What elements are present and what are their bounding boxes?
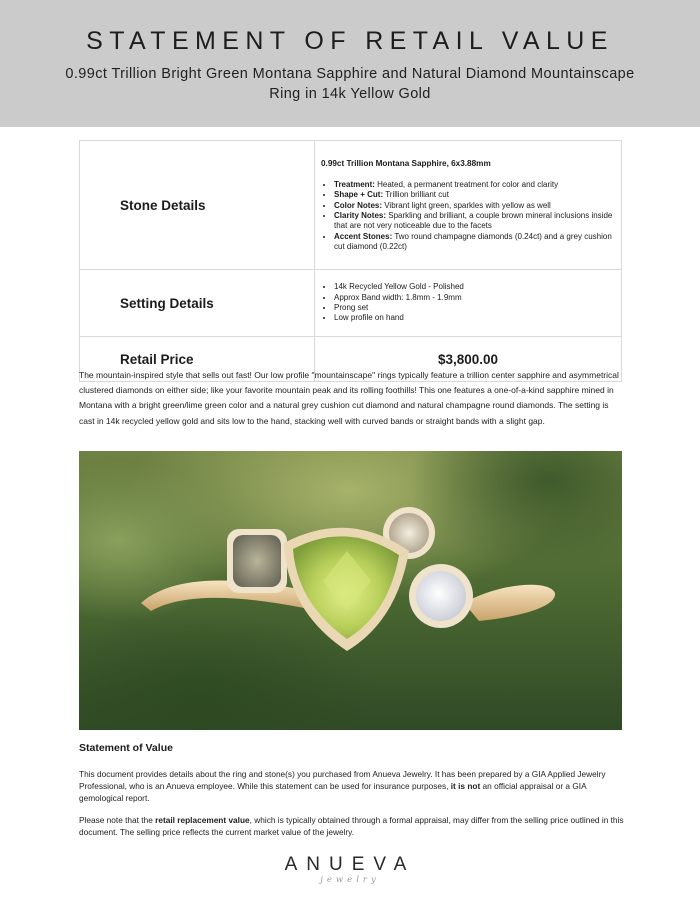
trillion-sapphire bbox=[284, 528, 409, 651]
list-item: • 14k Recycled Yellow Gold - Polished bbox=[334, 282, 615, 292]
stone-details-list bbox=[321, 180, 615, 253]
list-item-value: Vibrant light green, sparkles with yellow as well bbox=[382, 200, 551, 210]
stone-details-row bbox=[80, 141, 622, 270]
details-table bbox=[79, 140, 622, 382]
list-item-value: Sparkling and brilliant, a couple brown mineral inclusions inside that are not very noticeable due to the facets bbox=[334, 211, 613, 231]
list-item-value: Two round champagne diamonds (0.24ct) and a grey cushion cut diamond (0.22ct) bbox=[334, 231, 612, 252]
logo-brand: ANUEVA bbox=[284, 854, 416, 875]
ring-band-right bbox=[464, 585, 555, 621]
round-diamond-right bbox=[409, 564, 473, 628]
retail-price-label: Retail Price bbox=[80, 337, 315, 382]
statement-of-value-heading: Statement of Value bbox=[79, 742, 173, 754]
logo-script: jewelry bbox=[320, 875, 380, 885]
list-item-key: Shape + Cut: bbox=[334, 190, 384, 200]
setting-details-label: Setting Details bbox=[80, 270, 315, 337]
statement-emphasis: retail replacement value bbox=[155, 815, 250, 825]
list-item bbox=[334, 232, 615, 253]
stone-details-label: Stone Details bbox=[80, 141, 315, 270]
list-item-value: Heated, a permanent treatment for color and clarity bbox=[374, 179, 559, 189]
statement-paragraph-1 bbox=[79, 768, 624, 805]
stone-details-info bbox=[315, 141, 622, 270]
list-item bbox=[334, 201, 615, 211]
statement-paragraph-2 bbox=[79, 814, 624, 838]
ring-photo bbox=[79, 451, 622, 730]
product-subtitle: 0.99ct Trillion Bright Green Montana Sapphire and Natural Diamond Mountainscape Ring in 14k Yellow Gold bbox=[65, 66, 635, 102]
grey-cushion-diamond bbox=[227, 529, 287, 593]
header-banner bbox=[0, 0, 700, 127]
setting-details-row bbox=[80, 270, 622, 337]
statement-emphasis: it is not bbox=[450, 781, 481, 792]
list-item bbox=[334, 180, 615, 190]
list-item bbox=[334, 190, 615, 200]
statement-text: Please note that the bbox=[79, 815, 156, 825]
list-item-key: Accent Stones: bbox=[334, 231, 393, 241]
list-item-key: Treatment: bbox=[334, 179, 375, 189]
ring-illustration bbox=[79, 451, 622, 730]
setting-details-info bbox=[315, 270, 622, 337]
statement-text: This document provides details about the ring and stone(s) you purchased from Anueva Jewelry. It has been prepared by a GIA Applied Jewelry Professional, who is an Anueva employee. While this statement can be used for insurance purposes, bbox=[79, 769, 606, 792]
list-item: • Prong set bbox=[334, 303, 615, 313]
product-description: The mountain-inspired style that sells out fast! Our low profile "mountainscape" rings typically feature a trillion center sapphire and asymmetrical clustered diamonds on either side; like your favorite mountain peak and its rolling foothills! This one features a one-of-a-kind sapphire mined in Montana with a bright green/lime green color and a natural grey cushion cut diamond and natural champagne round diamonds. The setting is cast in 14k recycled yellow gold and sits low to the hand, stacking well with curved bands or straight bands with a slight gap. bbox=[79, 370, 619, 426]
statement-text: , which is typically obtained through a formal appraisal, may differ from the selling price outlined in this document. The selling price reflects the current market value of the jewelry. bbox=[79, 815, 624, 838]
statement-text: an official appraisal or a GIA gemological report. bbox=[79, 781, 587, 804]
retail-price-value: $3,800.00 bbox=[315, 337, 622, 382]
stone-title: 0.99ct Trillion Montana Sapphire, 6x3.88mm bbox=[321, 159, 491, 169]
page-title: STATEMENT OF RETAIL VALUE bbox=[86, 27, 614, 55]
list-item-value: Trillion brilliant cut bbox=[383, 190, 449, 200]
list-item bbox=[334, 211, 615, 232]
list-item-key: Clarity Notes: bbox=[334, 211, 387, 220]
list-item: • Low profile on hand bbox=[334, 313, 615, 323]
list-item-key: Color Notes: bbox=[334, 200, 382, 210]
setting-details-list bbox=[321, 282, 615, 324]
list-item: • Approx Band width: 1.8mm - 1.9mm bbox=[334, 293, 615, 303]
